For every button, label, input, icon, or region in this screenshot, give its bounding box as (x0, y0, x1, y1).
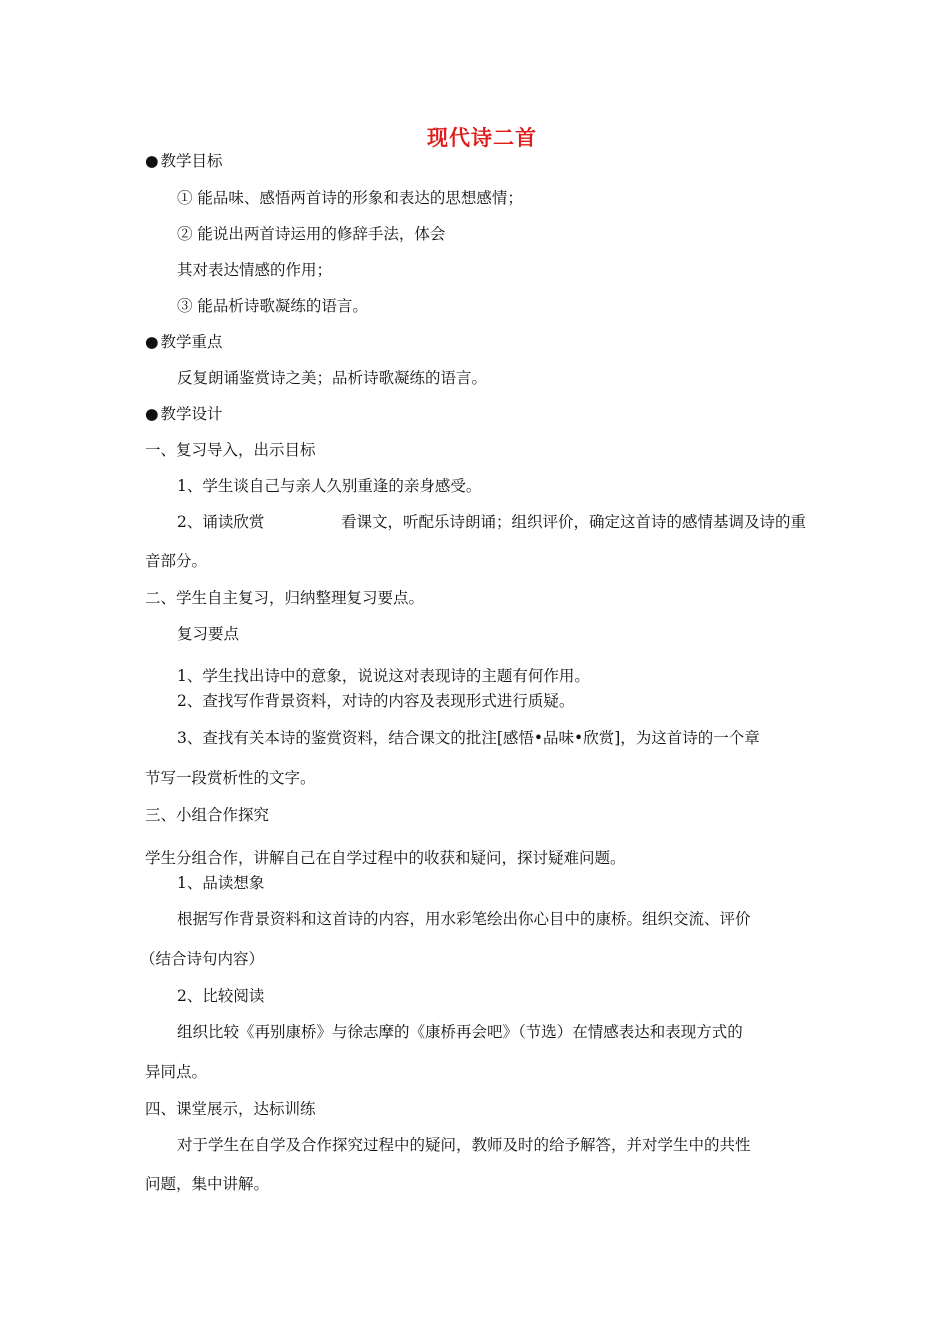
part3-sub1: 1、品读想象 (177, 874, 265, 892)
part1-item1: 1、学生谈自己与亲人久别重逢的亲身感受。 (177, 477, 482, 495)
part4-heading: 四、课堂展示，达标训练 (145, 1100, 316, 1118)
part1-item2-line2: 音部分。 (145, 552, 208, 570)
bullet-icon: ● (145, 405, 159, 423)
part1-heading: 一、复习导入，出示目标 (145, 441, 316, 459)
part3-intro: 学生分组合作，讲解自己在自学过程中的收获和疑问，探讨疑难问题。 (145, 849, 626, 867)
part2-heading: 二、学生自主复习，归纳整理复习要点。 (145, 589, 425, 607)
part3-sub2-text-line2: 异同点。 (145, 1063, 208, 1081)
bullet-icon: ● (145, 333, 159, 351)
part2-item3-line2: 节写一段赏析性的文字。 (145, 769, 316, 787)
page-title: 现代诗二首 (427, 126, 537, 150)
design-heading: ● 教学设计 (145, 405, 223, 423)
part2-item1: 1、学生找出诗中的意象，说说这对表现诗的主题有何作用。 (177, 667, 590, 685)
part2-sub: 复习要点 (177, 625, 240, 643)
part3-sub1-text-line2: （结合诗句内容） (140, 950, 265, 968)
part2-item2: 2、查找写作背景资料，对诗的内容及表现形式进行质疑。 (177, 692, 575, 710)
bullet-icon: ● (145, 152, 159, 170)
part3-sub1-text-line1: 根据写作背景资料和这首诗的内容，用水彩笔绘出你心目中的康桥。组织交流、评价 (177, 910, 751, 928)
goal-item-1: ① 能品味、感悟两首诗的形象和表达的思想感情； (177, 189, 523, 207)
goals-heading: ● 教学目标 (145, 152, 223, 170)
part4-text-line1: 对于学生在自学及合作探究过程中的疑问，教师及时的给予解答，并对学生中的共性 (177, 1136, 751, 1154)
focus-text: 反复朗诵鉴赏诗之美；品析诗歌凝练的语言。 (177, 369, 488, 387)
goal-item-3: ③ 能品析诗歌凝练的语言。 (177, 297, 368, 315)
part3-sub2-text-line1: 组织比较《再别康桥》与徐志摩的《康桥再会吧》（节选）在情感表达和表现方式的 (177, 1023, 743, 1041)
part2-item3-line1: 3、查找有关本诗的鉴赏资料，结合课文的批注[感悟•品味•欣赏]，为这首诗的一个章 (177, 729, 760, 747)
part3-sub2: 2、比较阅读 (177, 987, 265, 1005)
goal-item-2: ② 能说出两首诗运用的修辞手法，体会 (177, 225, 446, 243)
part3-heading: 三、小组合作探究 (145, 806, 270, 824)
goal-item-2-cont: 其对表达情感的作用； (177, 261, 333, 279)
focus-heading: ● 教学重点 (145, 333, 223, 351)
part1-item2-line1: 2、诵读欣赏 看课文，听配乐诗朗诵；组织评价，确定这首诗的感情基调及诗的重 (177, 513, 806, 531)
part4-text-line2: 问题，集中讲解。 (145, 1175, 270, 1193)
